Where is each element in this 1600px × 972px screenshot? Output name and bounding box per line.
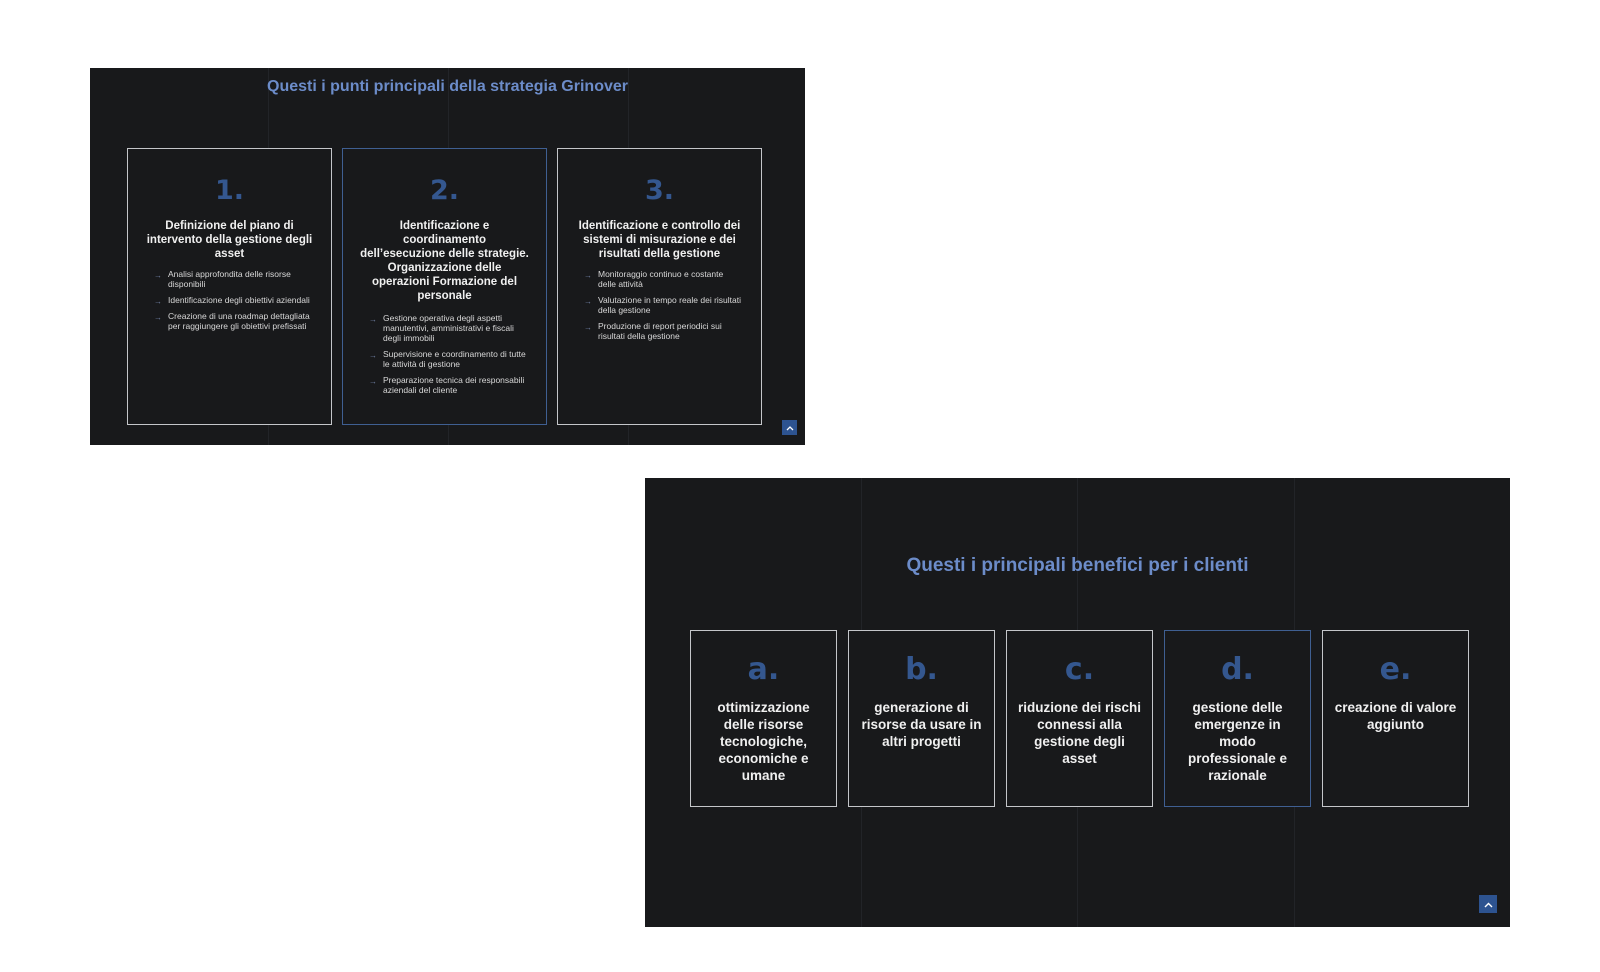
benefit-card-d xyxy=(1164,630,1311,807)
list-item xyxy=(584,269,743,289)
list-item xyxy=(584,321,743,341)
card-text: gestione delle emergenze in modo professionale e razionale xyxy=(1187,700,1288,783)
bullet-text: Creazione di una roadmap dettagliata per raggiungere gli obiettivi prefissati xyxy=(168,311,310,331)
bullet-text: Monitoraggio continuo e costante delle attività xyxy=(598,269,724,289)
arrow-right-icon: → xyxy=(369,351,377,360)
card-number: 3. xyxy=(644,175,675,206)
arrow-right-icon: → xyxy=(369,377,377,386)
card-letter: b. xyxy=(905,652,938,687)
benefit-card-b xyxy=(848,630,995,807)
card-letter: c. xyxy=(1064,652,1095,687)
card-text: creazione di valore aggiunto xyxy=(1334,700,1457,732)
list-item xyxy=(369,313,528,343)
bullet-text: Identificazione degli obiettivi aziendali xyxy=(168,295,310,305)
bullet-list xyxy=(584,269,743,341)
arrow-right-icon: → xyxy=(154,297,162,306)
benefit-card-e xyxy=(1322,630,1469,807)
bullet-list xyxy=(369,313,528,395)
bullet-text: Supervisione e coordinamento di tutte le attività di gestione xyxy=(383,349,526,369)
bullet-text: Preparazione tecnica dei responsabili aziendali del cliente xyxy=(383,375,525,395)
scroll-top-button[interactable] xyxy=(782,420,797,435)
strategy-card-3 xyxy=(557,148,762,425)
slide-benefici xyxy=(645,478,1510,927)
benefit-card-c xyxy=(1006,630,1153,807)
strategy-card-2 xyxy=(342,148,547,425)
bullet-text: Valutazione in tempo reale dei risultati della gestione xyxy=(598,295,742,315)
list-item xyxy=(154,269,313,289)
strategy-card-1 xyxy=(127,148,332,425)
slide-title: Questi i punti principali della strategia Grinover xyxy=(267,78,628,95)
card-letter: e. xyxy=(1379,652,1412,687)
card-text: generazione di risorse da usare in altri progetti xyxy=(861,700,982,749)
chevron-up-icon xyxy=(1484,901,1493,908)
list-item xyxy=(584,295,743,315)
list-item xyxy=(154,295,313,305)
card-heading: Identificazione e coordinamento dell’esecuzione delle strategie. Organizzazione delle operazioni Formazione del personale xyxy=(360,220,529,302)
bullet-text: Gestione operativa degli aspetti manutentivi, amministrativi e fiscali degli immobili xyxy=(383,313,514,343)
bullet-text: Analisi approfondita delle risorse disponibili xyxy=(168,269,291,289)
arrow-right-icon: → xyxy=(584,297,592,306)
list-item xyxy=(369,375,528,395)
arrow-right-icon: → xyxy=(154,271,162,280)
list-item xyxy=(369,349,528,369)
bullet-text: Produzione di report periodici sui risultati della gestione xyxy=(598,321,722,341)
card-text: ottimizzazione delle risorse tecnologiche, economiche e umane xyxy=(717,700,810,783)
arrow-right-icon: → xyxy=(154,313,162,322)
chevron-up-icon xyxy=(786,425,794,431)
list-item xyxy=(154,311,313,331)
card-number: 1. xyxy=(214,175,245,206)
scroll-top-button[interactable] xyxy=(1479,895,1497,913)
benefit-card-a xyxy=(690,630,837,807)
card-letter: d. xyxy=(1221,652,1254,687)
card-heading: Definizione del piano di intervento della gestione degli asset xyxy=(146,220,313,260)
card-number: 2. xyxy=(429,175,460,206)
arrow-right-icon: → xyxy=(584,271,592,280)
slide-title: Questi i principali benefici per i clienti xyxy=(906,555,1249,576)
arrow-right-icon: → xyxy=(584,323,592,332)
bullet-list xyxy=(154,269,313,331)
slide-strategia xyxy=(90,68,805,445)
card-letter: a. xyxy=(747,652,780,687)
arrow-right-icon: → xyxy=(369,315,377,324)
card-text: riduzione dei rischi connessi alla gestione degli asset xyxy=(1017,700,1142,766)
card-heading: Identificazione e controllo dei sistemi di misurazione e dei risultati della gestione xyxy=(578,220,741,260)
